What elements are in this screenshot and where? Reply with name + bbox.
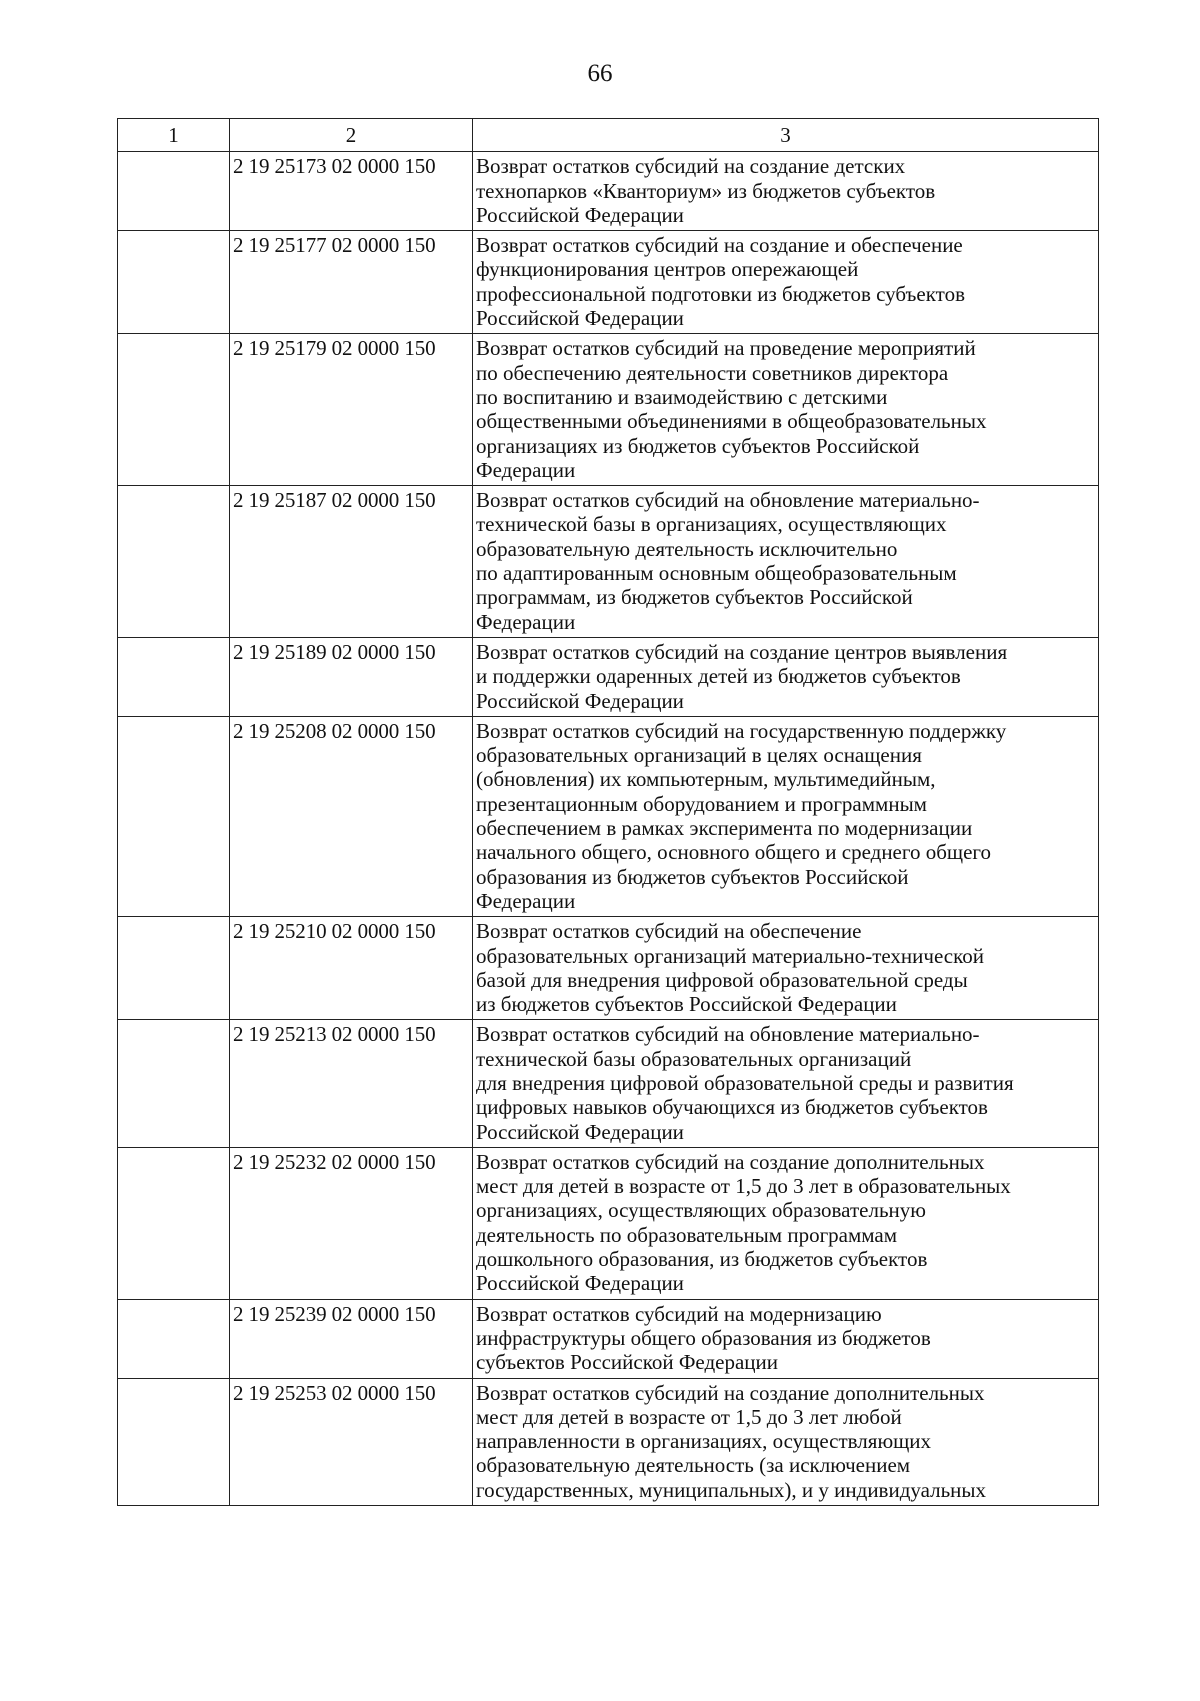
description-cell: Возврат остатков субсидий на создание центров выявления и поддержки одаренных детей из бюджетов субъектов Российской Федерации xyxy=(473,637,1099,716)
table-row xyxy=(118,1378,1099,1505)
description-cell: Возврат остатков субсидий на создание детских технопарков «Кванториум» из бюджетов субъектов Российской Федерации xyxy=(473,152,1099,231)
column-header-3: 3 xyxy=(473,119,1099,152)
budget-code-cell: 2 19 25253 02 0000 150 xyxy=(230,1378,473,1505)
table-row xyxy=(118,1299,1099,1378)
table-row xyxy=(118,716,1099,916)
description-cell: Возврат остатков субсидий на создание дополнительных мест для детей в возрасте от 1,5 до 3 лет любой направленности в организациях, осуществляющих образовательную деятельность (за исключением государственных, муниципальных), и у индивидуальных xyxy=(473,1378,1099,1505)
table-row xyxy=(118,637,1099,716)
column-header-2: 2 xyxy=(230,119,473,152)
row-number-cell xyxy=(118,917,230,1020)
budget-code-cell: 2 19 25213 02 0000 150 xyxy=(230,1020,473,1147)
description-cell: Возврат остатков субсидий на модернизацию инфраструктуры общего образования из бюджетов субъектов Российской Федерации xyxy=(473,1299,1099,1378)
table-row xyxy=(118,917,1099,1020)
row-number-cell xyxy=(118,637,230,716)
description-cell: Возврат остатков субсидий на создание дополнительных мест для детей в возрасте от 1,5 до 3 лет в образовательных организациях, осуществляющих образовательную деятельность по образовательным программам дошкольного образования, из бюджетов субъектов Российской Федерации xyxy=(473,1147,1099,1299)
row-number-cell xyxy=(118,486,230,638)
row-number-cell xyxy=(118,334,230,486)
row-number-cell xyxy=(118,1020,230,1147)
budget-code-cell: 2 19 25187 02 0000 150 xyxy=(230,486,473,638)
row-number-cell xyxy=(118,231,230,334)
budget-code-cell: 2 19 25210 02 0000 150 xyxy=(230,917,473,1020)
budget-code-cell: 2 19 25208 02 0000 150 xyxy=(230,716,473,916)
row-number-cell xyxy=(118,152,230,231)
budget-code-table xyxy=(117,118,1099,1506)
budget-code-cell: 2 19 25179 02 0000 150 xyxy=(230,334,473,486)
table-header-row xyxy=(118,119,1099,152)
table-row xyxy=(118,231,1099,334)
budget-code-cell: 2 19 25232 02 0000 150 xyxy=(230,1147,473,1299)
description-cell: Возврат остатков субсидий на обновление материально- технической базы образовательных организаций для внедрения цифровой образовательной среды и развития цифровых навыков обучающихся из бюджетов субъектов Российской Федерации xyxy=(473,1020,1099,1147)
table-row xyxy=(118,486,1099,638)
row-number-cell xyxy=(118,1147,230,1299)
table-row xyxy=(118,152,1099,231)
description-cell: Возврат остатков субсидий на обеспечение образовательных организаций материально-технической базой для внедрения цифровой образовательной среды из бюджетов субъектов Российской Федерации xyxy=(473,917,1099,1020)
page-number: 66 xyxy=(587,60,613,87)
table-row xyxy=(118,334,1099,486)
table-row xyxy=(118,1020,1099,1147)
column-header-1: 1 xyxy=(118,119,230,152)
budget-code-cell: 2 19 25189 02 0000 150 xyxy=(230,637,473,716)
description-cell: Возврат остатков субсидий на проведение мероприятий по обеспечению деятельности советников директора по воспитанию и взаимодействию с детскими общественными объединениями в общеобразовательных организациях из бюджетов субъектов Российской Федерации xyxy=(473,334,1099,486)
budget-code-cell: 2 19 25173 02 0000 150 xyxy=(230,152,473,231)
description-cell: Возврат остатков субсидий на государственную поддержку образовательных организаций в целях оснащения (обновления) их компьютерным, мультимедийным, презентационным оборудованием и программным обеспечением в рамках эксперимента по модернизации начального общего, основного общего и среднего общего образования из бюджетов субъектов Российской Федерации xyxy=(473,716,1099,916)
table-row xyxy=(118,1147,1099,1299)
budget-code-cell: 2 19 25239 02 0000 150 xyxy=(230,1299,473,1378)
row-number-cell xyxy=(118,1299,230,1378)
row-number-cell xyxy=(118,1378,230,1505)
budget-code-cell: 2 19 25177 02 0000 150 xyxy=(230,231,473,334)
row-number-cell xyxy=(118,716,230,916)
description-cell: Возврат остатков субсидий на создание и обеспечение функционирования центров опережающей профессиональной подготовки из бюджетов субъектов Российской Федерации xyxy=(473,231,1099,334)
description-cell: Возврат остатков субсидий на обновление материально- технической базы в организациях, осуществляющих образовательную деятельность исключительно по адаптированным основным общеобразовательным программам, из бюджетов субъектов Российской Федерации xyxy=(473,486,1099,638)
